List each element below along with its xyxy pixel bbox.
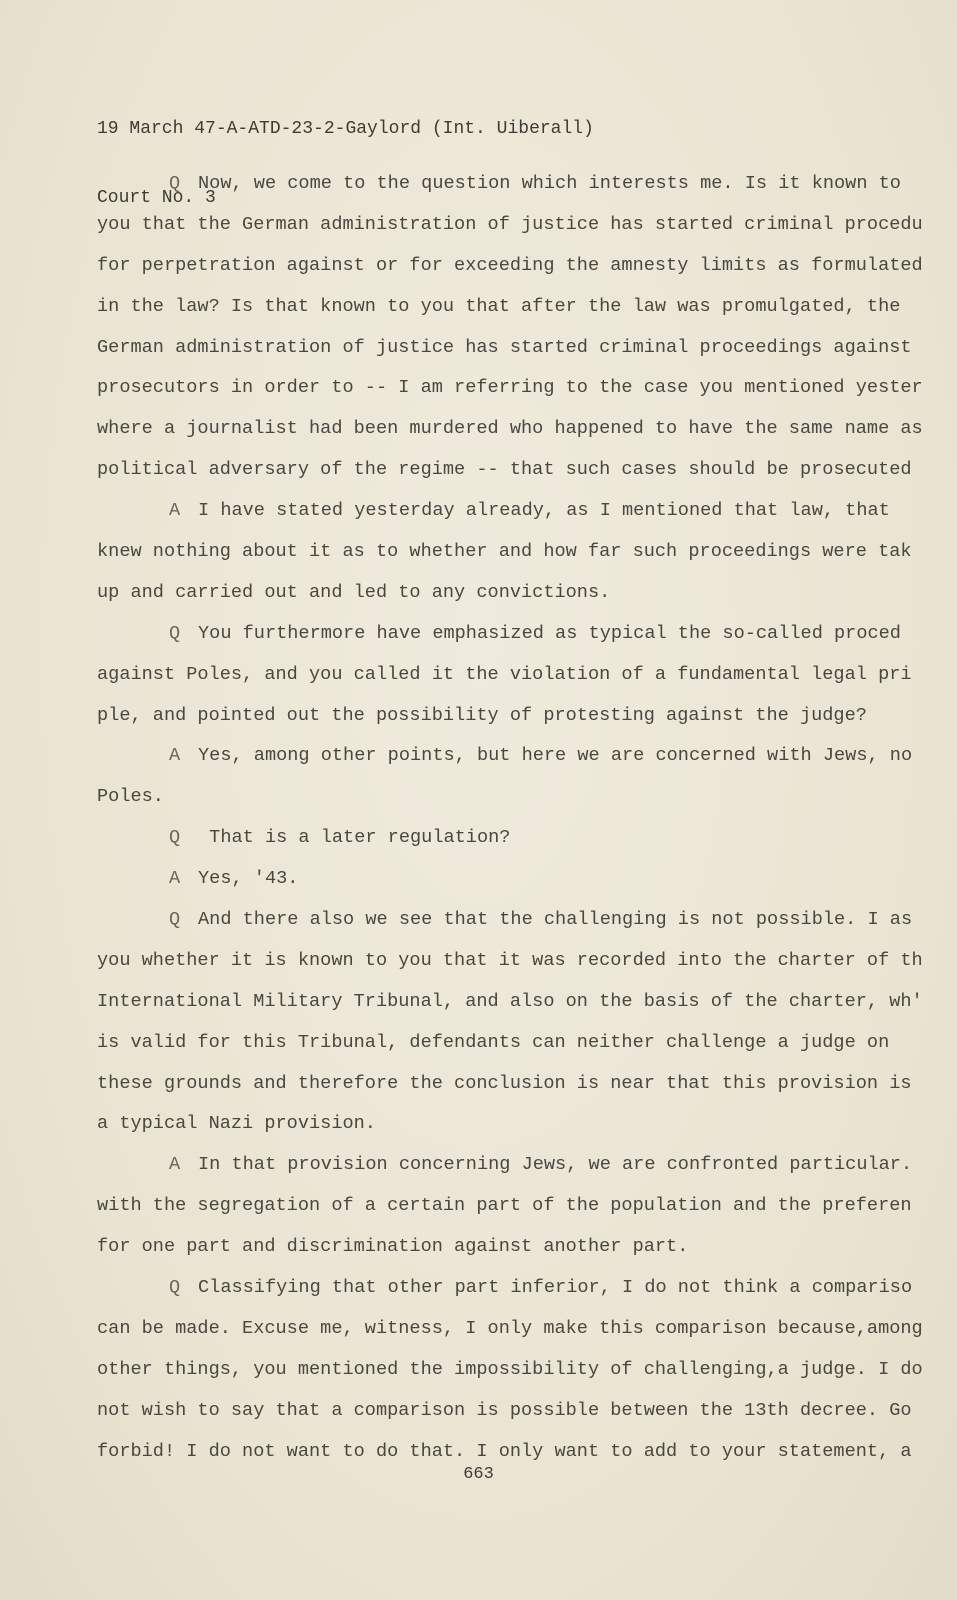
line-text: for perpetration against or for exceeding the amnesty limits as formulated xyxy=(97,254,923,276)
transcript-line xyxy=(97,663,912,686)
line-text: these grounds and therefore the conclusion is near that this provision is xyxy=(97,1072,912,1094)
line-text: Yes, '43. xyxy=(198,868,299,890)
transcript-line xyxy=(97,1154,913,1176)
transcript-line xyxy=(97,582,887,604)
transcript-line xyxy=(97,295,901,318)
line-text: forbid! I do not want to do that. I only want to add to your statement, a xyxy=(97,1440,912,1462)
transcript-line xyxy=(97,1072,912,1095)
line-text: you whether it is known to you that it was recorded into the charter of th xyxy=(97,949,923,971)
line-text: is valid for this Tribunal, defendants can neither challenge a judge on xyxy=(97,1031,890,1053)
line-text: Poles. xyxy=(97,786,164,808)
transcript-line xyxy=(97,1399,912,1422)
transcript-line xyxy=(97,541,912,563)
transcript-line xyxy=(97,254,923,277)
transcript-line xyxy=(97,377,923,399)
transcript-line xyxy=(97,868,887,890)
transcript-line xyxy=(97,786,887,808)
transcript-line xyxy=(97,1195,912,1217)
transcript-line xyxy=(97,1440,912,1463)
line-text: with the segregation of a certain part of the population and the preferen xyxy=(97,1195,912,1217)
line-text: In that provision concerning Jews, we are confronted particular. xyxy=(198,1154,913,1176)
transcript-line xyxy=(97,418,923,440)
transcript-line xyxy=(97,1317,923,1340)
line-text: against Poles, and you called it the violation of a fundamental legal pri xyxy=(97,663,912,685)
transcript-line xyxy=(97,500,890,522)
line-text: other things, you mentioned the impossibility of challenging,a judge. I do xyxy=(97,1358,923,1380)
header-line-title: 19 March 47-A-ATD-23-2-Gaylord (Int. Uiberall) xyxy=(97,119,594,139)
line-text: a typical Nazi provision. xyxy=(97,1113,376,1135)
speaker-label: A xyxy=(169,1154,181,1176)
transcript-line xyxy=(97,909,913,931)
line-text: Now, we come to the question which interests me. Is it known to xyxy=(198,173,901,194)
transcript-line xyxy=(97,459,912,481)
line-text: you that the German administration of justice has started criminal procedu xyxy=(97,213,923,235)
transcript-line xyxy=(97,1358,923,1381)
line-text: can be made. Excuse me, witness, I only make this comparison because,among xyxy=(97,1317,923,1339)
page-number: 663 xyxy=(463,1465,494,1484)
speaker-label: A xyxy=(169,745,181,767)
speaker-label: Q xyxy=(169,827,181,849)
line-text: And there also we see that the challenging is not possible. I as xyxy=(198,909,913,931)
transcript-line xyxy=(97,1113,887,1135)
line-text: knew nothing about it as to whether and how far such proceedings were tak xyxy=(97,541,912,563)
line-text: German administration of justice has started criminal proceedings against xyxy=(97,336,912,358)
line-text: You furthermore have emphasized as typical the so-called proced xyxy=(198,622,901,644)
line-text: political adversary of the regime -- that such cases should be prosecuted xyxy=(97,459,912,481)
transcript-line xyxy=(97,990,923,1013)
line-text: Classifying that other part inferior, I do not think a compariso xyxy=(198,1277,913,1299)
transcript-line xyxy=(97,1031,890,1054)
line-text: for one part and discrimination against another part. xyxy=(97,1236,689,1258)
transcript-line xyxy=(97,173,901,195)
line-text: That is a later regulation? xyxy=(198,827,511,849)
transcript-line xyxy=(97,336,912,359)
transcript-line xyxy=(97,1236,887,1258)
line-text: up and carried out and led to any convictions. xyxy=(97,581,611,603)
line-text: ple, and pointed out the possibility of protesting against the judge? xyxy=(97,704,867,726)
transcript-line xyxy=(97,827,887,849)
transcript-line xyxy=(97,949,923,972)
speaker-label: A xyxy=(169,500,181,522)
line-text: International Military Tribunal, and also on the basis of the charter, wh' xyxy=(97,990,923,1012)
speaker-label: Q xyxy=(169,909,181,931)
line-text: Yes, among other points, but here we are concerned with Jews, no xyxy=(198,745,913,767)
transcript-line xyxy=(97,622,901,645)
speaker-label: Q xyxy=(169,622,181,644)
header-line-court: Court No. 3 xyxy=(97,188,216,208)
line-text: prosecutors in order to -- I am referring to the case you mentioned yester xyxy=(97,377,923,399)
line-text: in the law? Is that known to you that after the law was promulgated, the xyxy=(97,295,901,317)
transcript-line xyxy=(97,1277,913,1299)
speaker-label: A xyxy=(169,868,181,890)
speaker-label: Q xyxy=(169,173,181,194)
transcript-line xyxy=(97,705,887,727)
line-text: where a journalist had been murdered who happened to have the same name as xyxy=(97,418,923,440)
speaker-label: Q xyxy=(169,1277,181,1299)
transcript-line xyxy=(97,213,923,236)
line-text: I have stated yesterday already, as I mentioned that law, that xyxy=(198,500,890,522)
line-text: not wish to say that a comparison is possible between the 13th decree. Go xyxy=(97,1399,912,1421)
transcript-line xyxy=(97,745,913,767)
transcript-body xyxy=(97,173,923,1482)
